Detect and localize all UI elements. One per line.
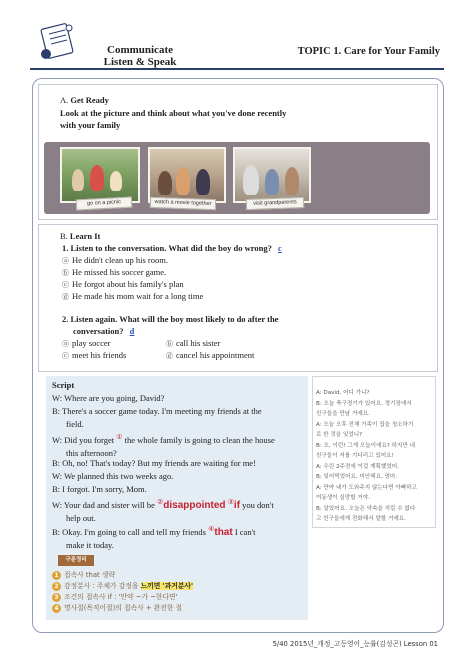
speaker: B:: [52, 484, 61, 494]
photo-grandparents: [233, 147, 311, 203]
line-text-cont: field.: [66, 419, 84, 429]
option-text: He missed his soccer game.: [72, 267, 167, 277]
question-2-cont: [73, 325, 138, 337]
photo-caption: watch a movie together: [150, 197, 216, 210]
section-a-label: A.: [60, 95, 69, 105]
translation-line: 여동생이 실망할 거야.: [316, 495, 370, 501]
translation-line: B: 오늘 축구경기가 있어요. 경기장에서: [316, 400, 412, 407]
translation-line: B: 잊어먹었어요, 미안해요, 엄마.: [316, 474, 398, 480]
annotation-marker: ②: [157, 498, 164, 506]
option-text: call his sister: [176, 338, 221, 348]
section-b-title: [60, 231, 100, 241]
translation-line: 로 한 것을 잊었니?: [316, 432, 363, 438]
section-heading: [80, 44, 200, 68]
grammar-number: 1: [52, 571, 61, 580]
question-number: 1.: [62, 243, 69, 253]
script-line: [52, 392, 304, 405]
option-mark: ⓓ: [62, 293, 69, 301]
option-item[interactable]: [62, 290, 203, 303]
grammar-text: 조건의 접속사 if : '만약 ~가 ~한다면': [64, 593, 178, 601]
translation-line: B: 오, 이런! 그게 오늘이에요? 하지만 내: [316, 442, 416, 449]
option-mark: ⓑ: [166, 340, 173, 348]
line-text: There's a soccer game today. I'm meeting my friends at the: [62, 406, 262, 416]
photo-movie: [148, 147, 226, 203]
translation-line: A: 우린 2주전에 이걸 계획했었어.: [316, 463, 399, 470]
option-item[interactable]: [62, 349, 126, 362]
grammar-item: [52, 603, 182, 613]
line-text: Did you forget: [64, 434, 115, 445]
option-text: meet his friends: [72, 350, 127, 360]
annotated-word: if: [233, 499, 241, 511]
line-text: Okay. I'm going to call and tell my friends: [62, 526, 206, 537]
grammar-item: [52, 570, 115, 580]
translation-line: 고 친구들에게 전화해서 말할 거예요.: [316, 516, 406, 522]
section-a-instruction-1: Look at the picture and think about what you've done recently: [60, 108, 287, 118]
script-title: Script: [52, 380, 75, 390]
line-text: you don't: [242, 499, 274, 510]
line-text: Where are you going, David?: [64, 393, 165, 403]
grammar-number: 3: [52, 593, 61, 602]
grammar-item: [52, 581, 193, 591]
script-line: [52, 496, 304, 525]
script-line: [52, 457, 304, 470]
line-text-cont: this afternoon?: [66, 447, 117, 458]
option-text: He forgot about his family's plan: [72, 279, 184, 289]
section-heading-line2: Listen & Speak: [103, 56, 177, 68]
line-text-cont: make it today.: [66, 539, 114, 550]
question-text: Listen again. What will the boy most likely to do after the: [70, 314, 279, 324]
question-2: [62, 313, 278, 325]
line-text: Your dad and sister will be: [63, 499, 155, 510]
line-text: the whole family is going to clean the house: [124, 434, 275, 445]
question-text: conversation?: [73, 326, 124, 336]
grammar-item: [52, 592, 177, 602]
translation-line: A: 오늘 오후 전체 가족이 집을 청소하기: [316, 421, 414, 428]
photo-caption: go on a picnic: [76, 197, 132, 211]
section-a-heading: Get Ready: [70, 95, 109, 105]
script-line: [52, 523, 304, 552]
option-mark: ⓒ: [62, 352, 69, 360]
section-a-title: [60, 95, 109, 105]
option-text: cancel his appointment: [176, 350, 255, 360]
line-text-cont: help out.: [66, 512, 96, 523]
grammar-number: 4: [52, 604, 61, 613]
translation-line: A: 만약 네가 도와주지 않는다면 아빠하고: [316, 484, 417, 491]
annotation-marker: ③: [227, 498, 234, 506]
option-item[interactable]: [166, 349, 254, 362]
option-mark: ⓐ: [62, 257, 69, 265]
option-mark: ⓐ: [62, 340, 69, 348]
answer-blank[interactable]: c: [277, 243, 282, 253]
section-b-label: B.: [60, 231, 68, 241]
line-text: I forgot. I'm sorry, Mom.: [62, 484, 147, 494]
speaker: B:: [52, 458, 61, 468]
line-text: Oh, no! That's today? But my friends are waiting for me!: [62, 458, 256, 468]
speaker: B:: [52, 526, 61, 537]
option-text: play soccer: [72, 338, 111, 348]
annotated-word: disappointed: [163, 499, 226, 511]
script-line: [52, 470, 304, 483]
grammar-text: 명사절(목적어절)의 접속사 + 완전한 절: [64, 604, 183, 612]
question-1: [62, 242, 286, 254]
translation-text: [316, 388, 434, 525]
option-mark: ⓒ: [62, 281, 69, 289]
section-a-instruction-2: with your family: [60, 120, 121, 130]
translation-line: 친구들을 만날 거예요.: [316, 411, 370, 417]
option-mark: ⓓ: [166, 352, 173, 360]
annotation-marker: ①: [116, 433, 123, 441]
speaker: B:: [52, 406, 61, 416]
speaker: W:: [52, 499, 63, 510]
option-mark: ⓑ: [62, 269, 69, 277]
line-text: We planned this two weeks ago.: [64, 471, 174, 481]
grammar-number: 2: [52, 582, 61, 591]
grammar-text: 감정분사 : 주체가 감정을: [64, 582, 141, 590]
annotated-word: that: [214, 526, 233, 538]
photo-picnic: [60, 147, 140, 203]
topic-title: TOPIC 1. Care for Your Family: [297, 46, 440, 57]
line-text: I can't: [234, 526, 256, 537]
grammar-highlight: 느끼면 '과거분사': [140, 582, 194, 590]
question-text: Listen to the conversation. What did the boy do wrong?: [70, 243, 272, 253]
speaker: W:: [52, 434, 63, 445]
section-b-heading: Learn It: [69, 231, 101, 241]
speaker: W:: [52, 471, 63, 481]
script-line: [52, 431, 304, 460]
translation-line: A: David, 어디 가니?: [316, 390, 370, 396]
page-footer: 5/40 2015년_개정_고등영어_능률(김성곤) Lesson 01: [272, 640, 438, 648]
grammar-text: 접속사 that 생략: [64, 571, 115, 579]
script-line: [52, 483, 304, 496]
speaker: W:: [52, 393, 63, 403]
answer-blank[interactable]: d: [129, 326, 135, 336]
translation-line: B: 알았어요. 오늘은 약속을 지킬 수 없다: [316, 505, 416, 512]
annotation-marker: ④: [208, 525, 215, 533]
script-line: [52, 405, 304, 431]
section-heading-line1: Communicate: [107, 44, 173, 56]
option-text: He made his mom wait for a long time: [72, 291, 204, 301]
question-number: 2.: [62, 314, 69, 324]
option-text: He didn't clean up his room.: [72, 255, 168, 265]
translation-line: 친구들이 저를 기다리고 있어요!: [316, 453, 394, 459]
photo-caption: visit grandparents: [246, 197, 304, 210]
grammar-tag: 구문정리: [58, 555, 94, 566]
